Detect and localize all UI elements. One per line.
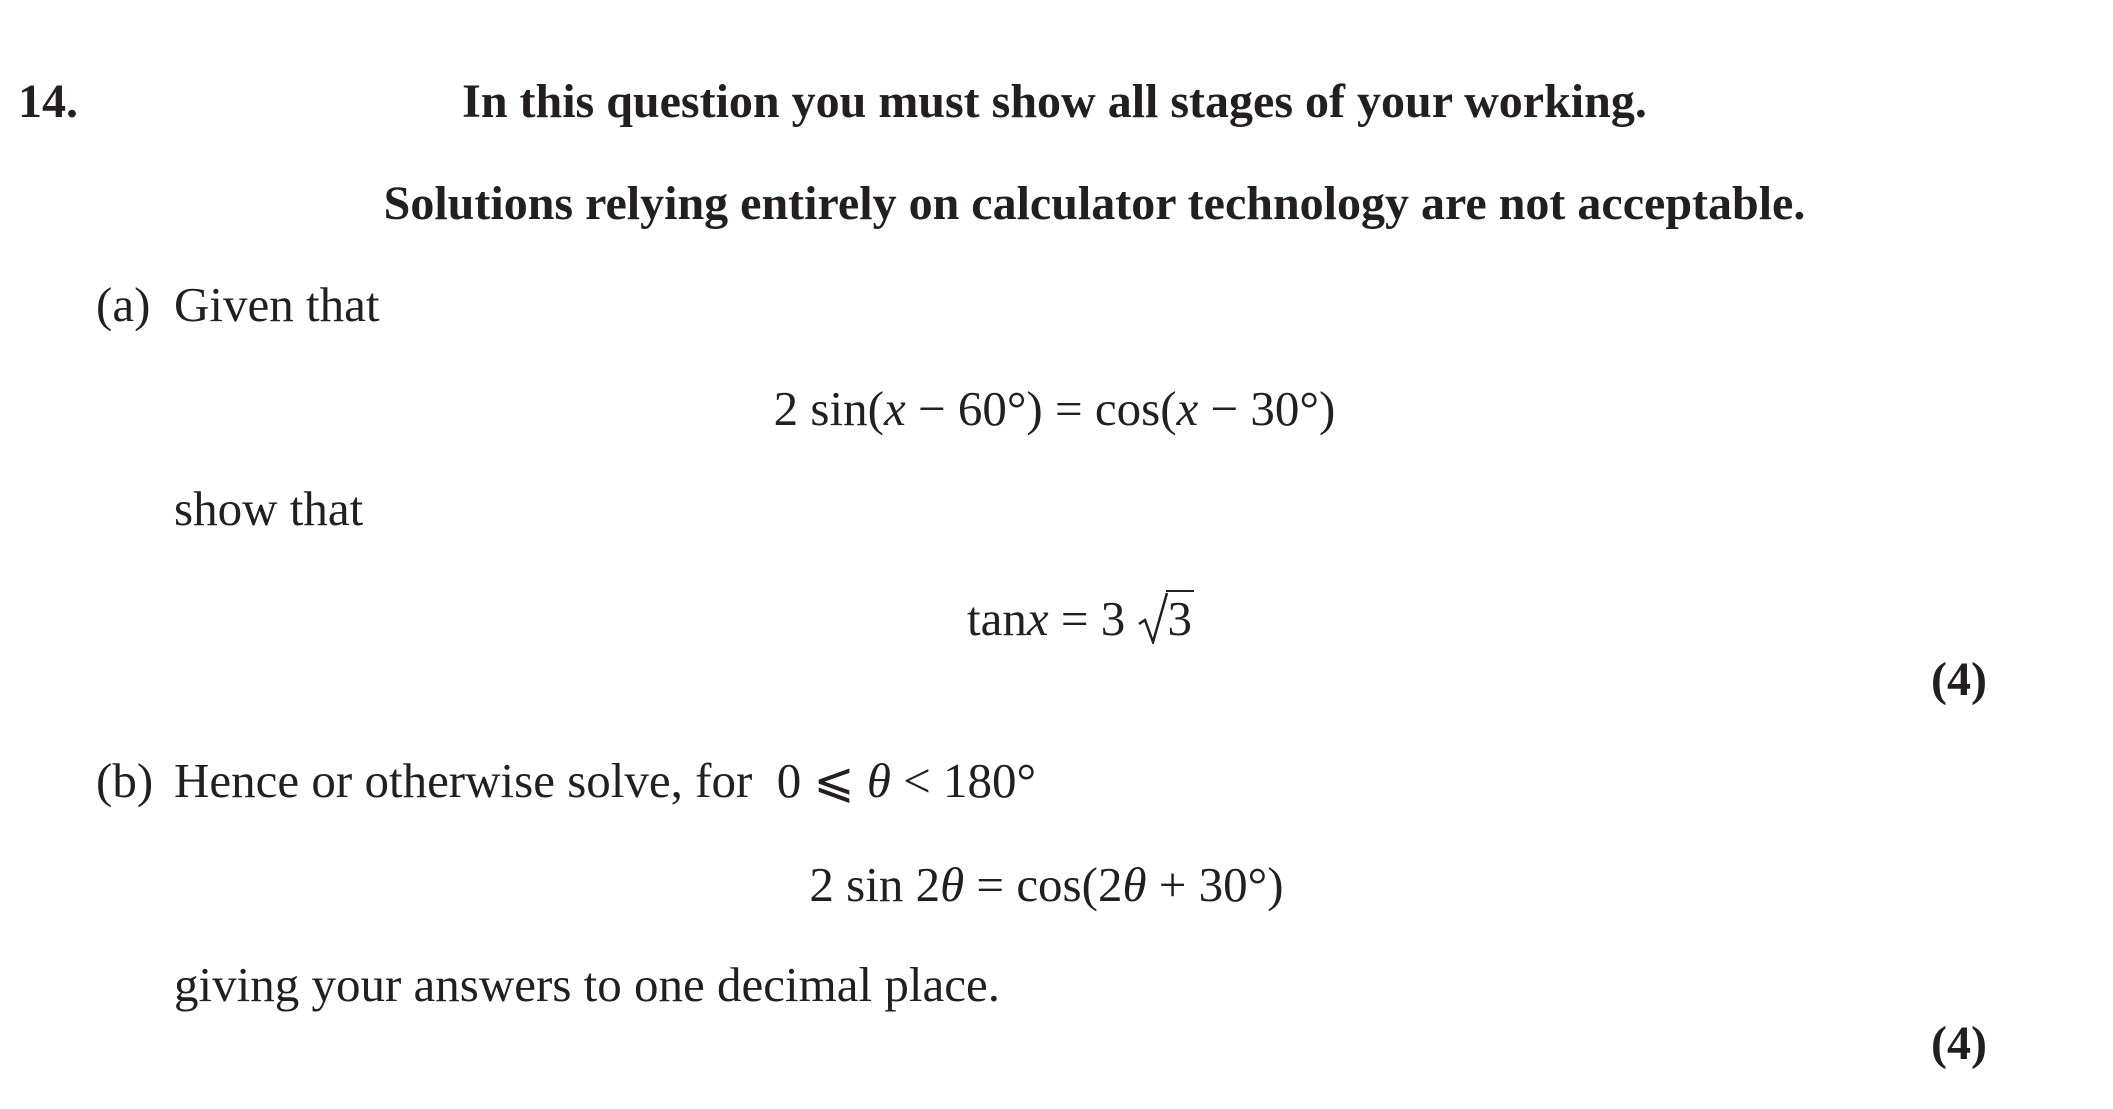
sqrt-symbol: [1138, 590, 1195, 647]
eq-b-close: + 30°): [1146, 857, 1284, 912]
eq-b-equals: =: [964, 857, 1017, 912]
eq-b-arg2-var: θ: [1122, 857, 1147, 912]
eq-b-open: (2: [1081, 857, 1123, 912]
instruction-show-working: In this question you must show all stages of your working.: [462, 75, 1647, 128]
range-lower: 0: [776, 753, 802, 808]
eq-a-lhs-rest: − 60°): [905, 381, 1043, 436]
eq-b-arg1-var: θ: [940, 857, 965, 912]
question-number: 14.: [18, 75, 78, 128]
eq-a-lhs-var: x: [883, 381, 906, 436]
radical-sign-icon: [1138, 592, 1168, 644]
part-b-equation: [0, 856, 2103, 913]
part-a-equation: [0, 380, 2111, 437]
range-upper: 180°: [943, 753, 1037, 808]
range-lt: <: [890, 753, 944, 808]
eq-a-lhs-fn: sin: [810, 381, 868, 436]
eq-b-fn2: cos: [1016, 857, 1082, 912]
eq-a-lhs-coef: 2: [773, 381, 799, 436]
eq-a-rhs-var: x: [1176, 381, 1199, 436]
result-fn: tan: [966, 591, 1027, 646]
eq-b-fn1: sin: [846, 857, 904, 912]
part-b-label: (b): [96, 753, 154, 808]
eq-a-rhs-fn: cos: [1094, 381, 1161, 436]
eq-a-lhs-open: (: [867, 381, 884, 436]
part-a-marks: (4): [1931, 653, 1987, 706]
eq-b-coef: 2: [809, 857, 834, 912]
part-b-intro: Hence or otherwise solve, for: [174, 753, 753, 808]
part-b-intro-line: [174, 752, 1036, 809]
eq-a-rhs-rest: − 30°): [1198, 381, 1336, 436]
eq-a-equals: =: [1042, 381, 1095, 436]
instruction-no-calculator: Solutions relying entirely on calculator technology are not acceptable.: [383, 177, 1806, 230]
sqrt-radicand: 3: [1167, 591, 1192, 646]
range-var: θ: [866, 753, 891, 808]
part-a-intro: Given that: [174, 277, 380, 332]
range-le: ⩽: [801, 753, 867, 808]
part-b-marks: (4): [1931, 1017, 1987, 1070]
eq-a-rhs-open: (: [1160, 381, 1177, 436]
result-equals: = 3: [1048, 591, 1126, 646]
result-var: x: [1026, 591, 1049, 646]
eq-b-arg1-num: 2: [915, 857, 941, 912]
part-a-label: (a): [96, 277, 151, 332]
part-a-result: [24, 590, 2113, 647]
part-a-show-text: show that: [174, 481, 364, 536]
part-b-closing: giving your answers to one decimal place.: [174, 957, 1000, 1012]
